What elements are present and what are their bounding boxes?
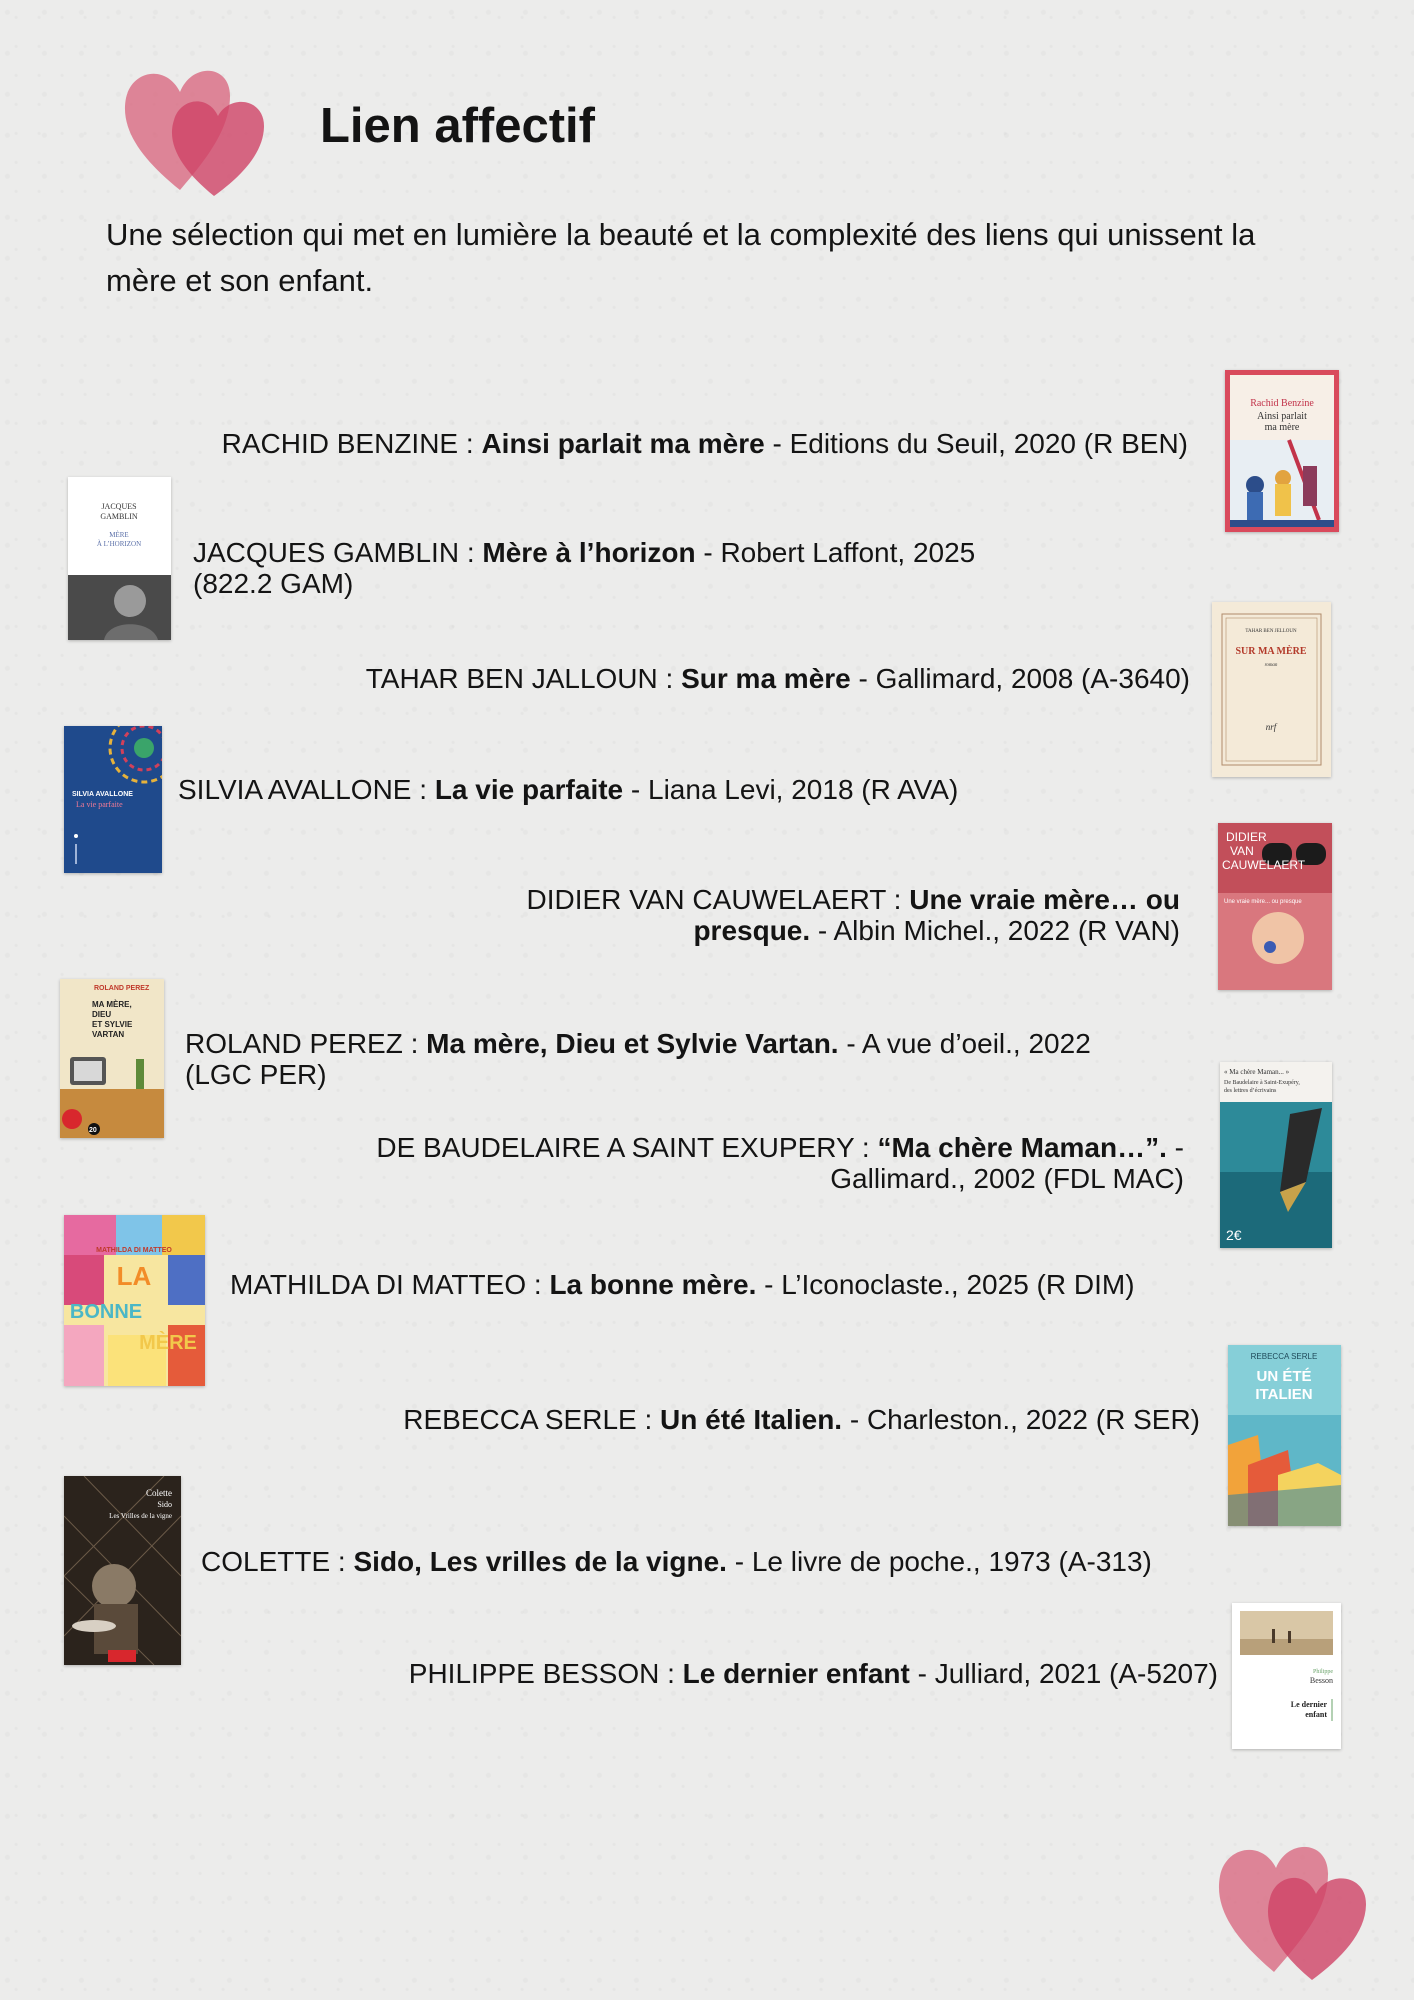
svg-text:Une vraie mère... ou presque: Une vraie mère... ou presque xyxy=(1224,899,1302,905)
hearts-icon xyxy=(118,58,274,198)
svg-text:SUR MA MÈRE: SUR MA MÈRE xyxy=(1235,646,1307,657)
svg-text:De Baudelaire à Saint-Exupéry,: De Baudelaire à Saint-Exupéry, xyxy=(1224,1080,1300,1086)
svg-text:LA: LA xyxy=(116,1261,152,1291)
svg-text:Les Vrilles de la vigne: Les Vrilles de la vigne xyxy=(109,1512,172,1520)
book-entry: PHILIPPE BESSON : Le dernier enfant - Julliard, 2021 (A-5207) xyxy=(408,1658,1218,1689)
book-entry: REBECCA SERLE : Un été Italien. - Charleston., 2022 (R SER) xyxy=(403,1404,1200,1435)
book-details: - Julliard, 2021 (A-5207) xyxy=(909,1658,1218,1689)
book-cover xyxy=(64,1476,181,1665)
book-entry: TAHAR BEN JALLOUN : Sur ma mère - Gallimard, 2008 (A-3640) xyxy=(365,663,1190,694)
svg-text:JACQUES: JACQUES xyxy=(101,502,137,511)
book-author: JACQUES GAMBLIN xyxy=(193,537,460,568)
book-author: DE BAUDELAIRE A SAINT EXUPERY xyxy=(376,1132,855,1163)
book-details: - Liana Levi, 2018 (R AVA) xyxy=(623,774,959,805)
book-cover xyxy=(64,1215,205,1386)
svg-text:MÈRE: MÈRE xyxy=(109,531,129,539)
svg-text:Rachid Benzine: Rachid Benzine xyxy=(1250,398,1314,409)
svg-text:2€: 2€ xyxy=(1226,1227,1242,1243)
book-entry: RACHID BENZINE : Ainsi parlait ma mère - Editions du Seuil, 2020 (R BEN) xyxy=(221,428,1188,459)
book-entry: JACQUES GAMBLIN : Mère à l’horizon - Robert Laffont, 2025 (822.2 GAM) xyxy=(193,537,976,599)
book-title: Sido, Les vrilles de la vigne. xyxy=(353,1546,727,1577)
svg-text:DIDIER: DIDIER xyxy=(1226,830,1267,844)
svg-text:TAHAR BEN JELLOUN: TAHAR BEN JELLOUN xyxy=(1245,629,1297,634)
book-cover xyxy=(1212,602,1331,777)
svg-text:Colette: Colette xyxy=(146,1488,172,1498)
book-title: Sur ma mère xyxy=(681,663,851,694)
svg-text:Ainsi parlait: Ainsi parlait xyxy=(1257,411,1307,422)
svg-text:« Ma chère Maman... »: « Ma chère Maman... » xyxy=(1224,1068,1290,1076)
book-title: La bonne mère. xyxy=(549,1269,757,1300)
svg-text:enfant: enfant xyxy=(1305,1710,1327,1719)
book-author: DIDIER VAN CAUWELAERT xyxy=(526,884,886,915)
svg-text:ma mère: ma mère xyxy=(1264,422,1300,433)
svg-text:À L’HORIZON: À L’HORIZON xyxy=(96,540,142,548)
book-entry: ROLAND PEREZ : Ma mère, Dieu et Sylvie Vartan. - A vue d’oeil., 2022 (LGC PER) xyxy=(185,1028,1091,1090)
svg-text:VARTAN: VARTAN xyxy=(92,1030,125,1039)
book-entry: DIDIER VAN CAUWELAERT : Une vraie mère… ou presque. - Albin Michel., 2022 (R VAN) xyxy=(526,884,1180,946)
book-entry: SILVIA AVALLONE : La vie parfaite - Liana Levi, 2018 (R AVA) xyxy=(178,774,959,805)
book-cover xyxy=(1218,823,1332,990)
book-title: Un été Italien. xyxy=(660,1404,843,1435)
book-cover xyxy=(1228,1345,1341,1526)
svg-text:UN ÉTÉ: UN ÉTÉ xyxy=(1256,1368,1312,1385)
book-author: TAHAR BEN JALLOUN xyxy=(365,663,658,694)
svg-text:La vie parfaite: La vie parfaite xyxy=(76,800,123,809)
svg-text:ET SYLVIE: ET SYLVIE xyxy=(92,1020,133,1029)
book-details: - Editions du Seuil, 2020 (R BEN) xyxy=(764,428,1188,459)
svg-text:REBECCA SERLE: REBECCA SERLE xyxy=(1250,1352,1318,1361)
book-cover xyxy=(1220,1062,1332,1248)
svg-text:ITALIEN: ITALIEN xyxy=(1255,1386,1313,1403)
book-details: - Charleston., 2022 (R SER) xyxy=(842,1404,1200,1435)
book-author: PHILIPPE BESSON xyxy=(408,1658,660,1689)
book-author: COLETTE xyxy=(201,1546,331,1577)
book-details: - Gallimard., 2002 (FDL MAC) xyxy=(830,1132,1184,1194)
page-title: Lien affectif xyxy=(320,99,595,153)
book-details: - Robert Laffont, 2025 (822.2 GAM) xyxy=(193,537,976,599)
book-cover xyxy=(1225,370,1339,532)
svg-text:VAN: VAN xyxy=(1230,844,1254,858)
book-cover xyxy=(60,979,164,1138)
svg-text:20: 20 xyxy=(89,1127,97,1134)
book-entry: DE BAUDELAIRE A SAINT EXUPERY : “Ma chère Maman…”. - Gallimard., 2002 (FDL MAC) xyxy=(376,1132,1184,1194)
book-author: RACHID BENZINE xyxy=(221,428,459,459)
intro-text: Une sélection qui met en lumière la beauté et la complexité des liens qui unissent la mère et son enfant. xyxy=(106,217,1256,298)
book-cover xyxy=(64,726,162,873)
svg-text:CAUWELAERT: CAUWELAERT xyxy=(1222,858,1306,872)
svg-text:Sido: Sido xyxy=(157,1500,172,1509)
svg-text:Philippe: Philippe xyxy=(1312,1669,1333,1675)
book-cover xyxy=(1232,1603,1341,1749)
book-author: ROLAND PEREZ xyxy=(185,1028,403,1059)
book-title: Ma mère, Dieu et Sylvie Vartan. xyxy=(426,1028,839,1059)
book-details: - Gallimard, 2008 (A-3640) xyxy=(850,663,1190,694)
book-author: REBECCA SERLE xyxy=(403,1404,637,1435)
book-title: Ainsi parlait ma mère xyxy=(481,428,765,459)
svg-text:ROLAND PEREZ: ROLAND PEREZ xyxy=(94,985,150,992)
svg-text:des lettres d’écrivains: des lettres d’écrivains xyxy=(1224,1088,1277,1094)
book-title: Le dernier enfant xyxy=(682,1658,910,1689)
svg-text:Besson: Besson xyxy=(1309,1676,1333,1685)
book-details: - L’Iconoclaste., 2025 (R DIM) xyxy=(756,1269,1135,1300)
svg-text:Le dernier: Le dernier xyxy=(1290,1700,1327,1709)
svg-text:MA MÈRE,: MA MÈRE, xyxy=(92,1000,132,1009)
book-entry: COLETTE : Sido, Les vrilles de la vigne. - Le livre de poche., 1973 (A-313) xyxy=(201,1546,1152,1577)
book-details: - Le livre de poche., 1973 (A-313) xyxy=(726,1546,1152,1577)
book-title: “Ma chère Maman…”. xyxy=(877,1132,1167,1163)
book-cover xyxy=(68,477,171,640)
book-title: Une vraie mère… ou presque. xyxy=(693,884,1180,946)
svg-text:GAMBLIN: GAMBLIN xyxy=(100,512,138,521)
svg-text:nrf: nrf xyxy=(1265,722,1277,732)
book-author: SILVIA AVALLONE xyxy=(178,774,412,805)
svg-text:roman: roman xyxy=(1264,663,1278,668)
svg-text:DIEU: DIEU xyxy=(92,1010,112,1019)
book-entry: MATHILDA DI MATTEO : La bonne mère. - L’Iconoclaste., 2025 (R DIM) xyxy=(230,1269,1135,1300)
svg-text:MATHILDA DI MATTEO: MATHILDA DI MATTEO xyxy=(96,1247,172,1254)
book-details: - A vue d’oeil., 2022 (LGC PER) xyxy=(185,1028,1091,1090)
hearts-icon xyxy=(1210,1832,1376,1982)
book-details: - Albin Michel., 2022 (R VAN) xyxy=(810,915,1180,946)
svg-text:SILVIA AVALLONE: SILVIA AVALLONE xyxy=(72,791,133,798)
book-title: Mère à l’horizon xyxy=(482,537,696,568)
svg-text:BONNE: BONNE xyxy=(69,1301,143,1323)
book-author: MATHILDA DI MATTEO xyxy=(230,1269,527,1300)
svg-text:MÈRE: MÈRE xyxy=(139,1332,197,1354)
book-title: La vie parfaite xyxy=(434,774,624,805)
